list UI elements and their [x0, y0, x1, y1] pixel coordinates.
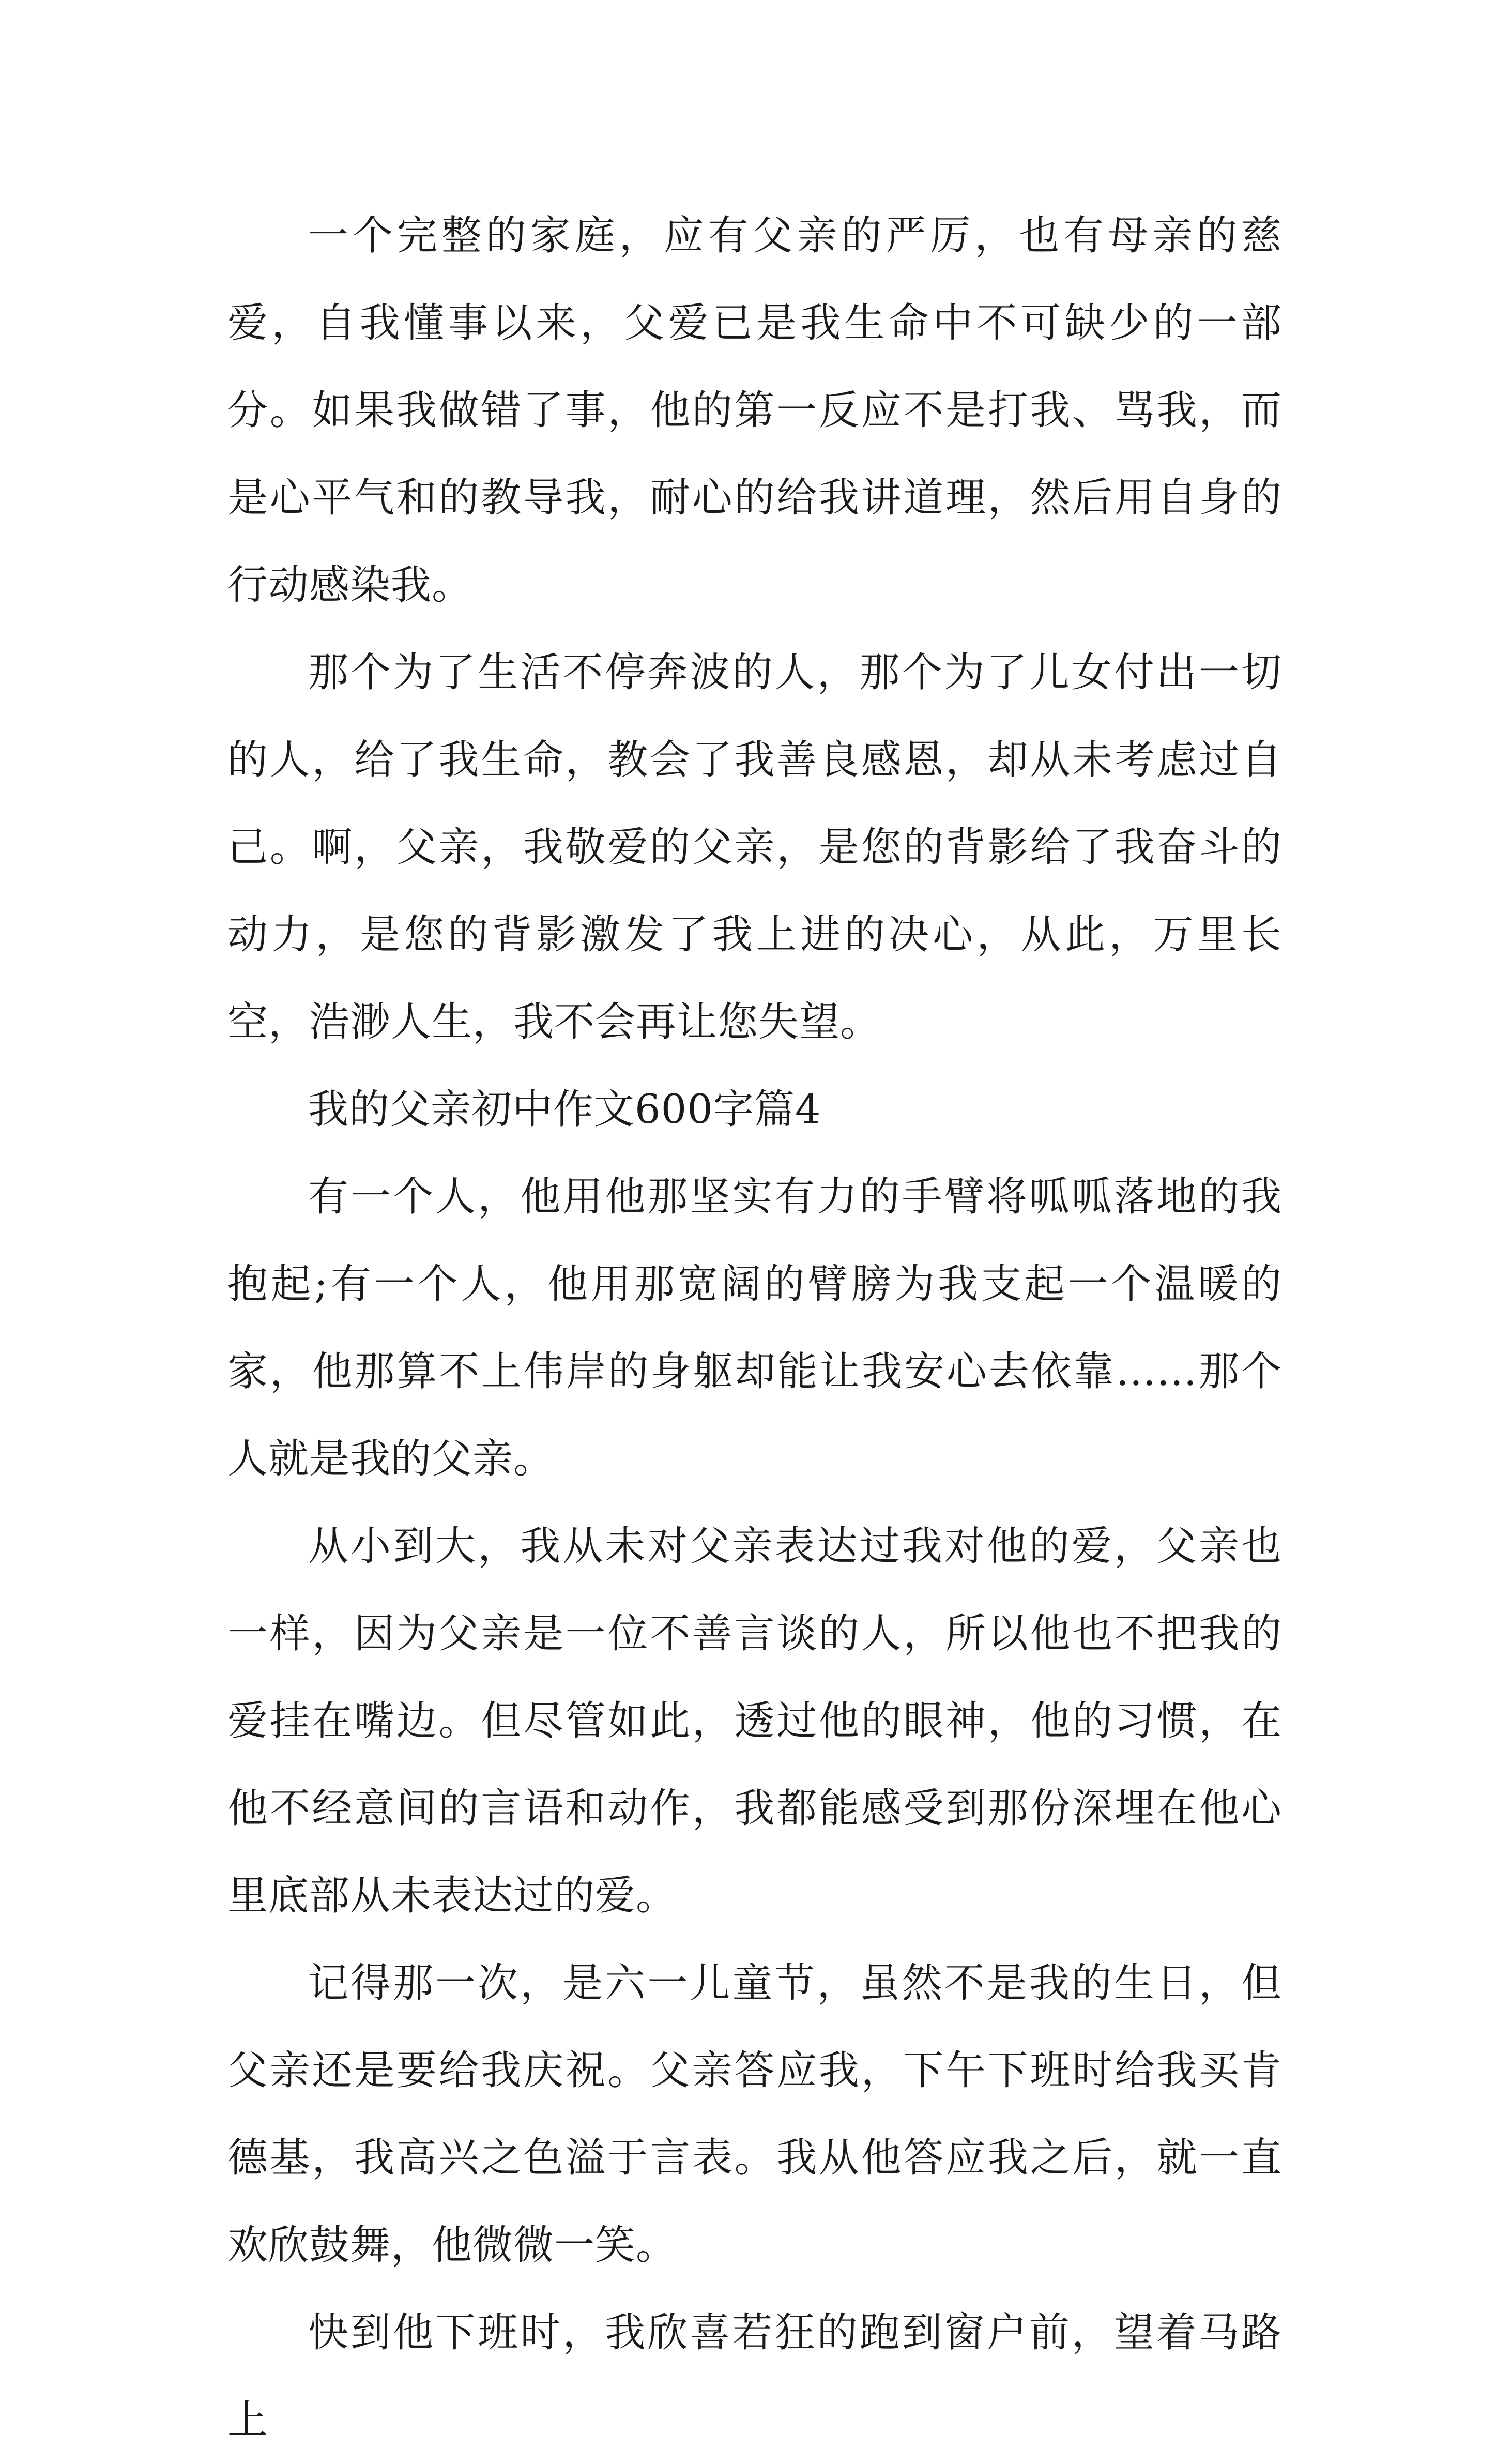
paragraph-6: 快到他下班时，我欣喜若狂的跑到窗户前，望着马路上 [227, 2309, 1282, 2443]
paragraph-3: 有一个人，他用他那坚实有力的手臂将呱呱落地的我抱起;有一个人，他用那宽阔的臂膀为我支起一个温暖的家，他那算不上伟岸的身躯却能让我安心去依靠……那个人就是我的父亲。 [227, 1174, 1282, 1482]
document-body [227, 192, 1282, 2464]
paragraph-2: 那个为了生活不停奔波的人，那个为了儿女付出一切的人，给了我生命，教会了我善良感恩，却从未考虑过自己。啊，父亲，我敬爱的父亲，是您的背影给了我奋斗的动力，是您的背影激发了我上进的决心，从此，万里长空，浩渺人生，我不会再让您失望。 [227, 649, 1282, 1045]
section-heading: 我的父亲初中作文600字篇4 [308, 1086, 821, 1133]
paragraph-1: 一个完整的家庭，应有父亲的严厉，也有母亲的慈爱，自我懂事以来，父爱已是我生命中不可缺少的一部分。如果我做错了事，他的第一反应不是打我、骂我，而是心平气和的教导我，耐心的给我讲道理，然后用自身的行动感染我。 [227, 212, 1282, 609]
paragraph-5: 记得那一次，是六一儿童节，虽然不是我的生日，但父亲还是要给我庆祝。父亲答应我，下午下班时给我买肯德基，我高兴之色溢于言表。我从他答应我之后，就一直欢欣鼓舞，他微微一笑。 [227, 1960, 1282, 2269]
paragraph-4: 从小到大，我从未对父亲表达过我对他的爱，父亲也一样，因为父亲是一位不善言谈的人，所以他也不把我的爱挂在嘴边。但尽管如此，透过他的眼神，他的习惯，在他不经意间的言语和动作，我都能感受到那份深埋在他心里底部从未表达过的爱。 [227, 1523, 1282, 1919]
